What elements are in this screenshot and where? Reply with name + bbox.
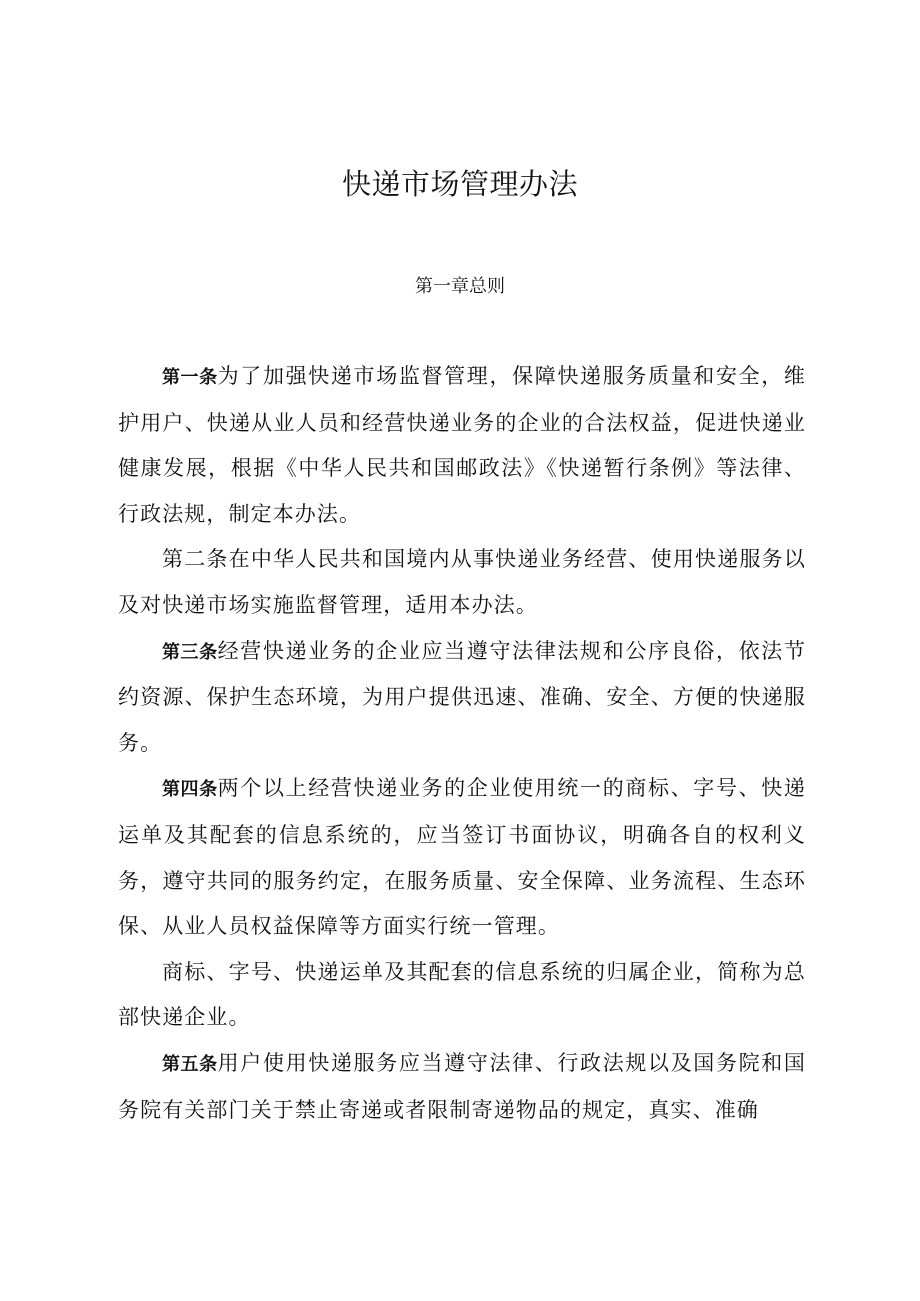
article-text: 两个以上经营快递业务的企业使用统一的商标、字号、快递运单及其配套的信息系统的，应当签订书面协议，明确各自的权利义务，遵守共同的服务约定，在服务质量、安全保障、业务流程、生态环保、从业人员权益保障等方面实行统一管理。: [118, 776, 806, 939]
chapter-title: 第一章总则: [415, 276, 505, 297]
article-number: 第二条: [162, 547, 229, 572]
article-text: 用户使用快递服务应当遵守法律、行政法规以及国务院和国务院有关部门关于禁止寄递或者限制寄递物品的规定，真实、准确: [118, 1050, 806, 1122]
article-text: 为了加强快递市场监督管理，保障快递服务质量和安全，维护用户、快递从业人员和经营快递业务的企业的合法权益，促进快递业健康发展，根据《中华人民共和国邮政法》《快递暂行条例》等法律、行政法规，制定本办法。: [118, 364, 806, 526]
document-title: 快递市场管理办法: [341, 167, 578, 201]
article-number: 第五条: [162, 1053, 218, 1075]
article-4-paragraph-2: [118, 950, 806, 1041]
article-number: 第四条: [162, 779, 218, 801]
article-text: 在中华人民共和国境内从事快递业务经营、使用快递服务以及对快递市场实施监督管理，适用本办法。: [118, 547, 806, 617]
article-2: [118, 537, 806, 628]
article-number: 第三条: [162, 641, 218, 663]
document-body: [118, 354, 806, 1133]
article-5: [118, 1041, 806, 1133]
article-number: 第一条: [162, 367, 218, 388]
article-text: 经营快递业务的企业应当遵守法律法规和公序良俗，依法节约资源、保护生态环境，为用户提供迅速、准确、安全、方便的快递服务。: [118, 638, 806, 755]
article-text: 商标、字号、快递运单及其配套的信息系统的归属企业，简称为总部快递企业。: [118, 959, 806, 1030]
article-3: [118, 629, 806, 767]
article-4: [118, 766, 806, 949]
article-1: [118, 354, 806, 537]
